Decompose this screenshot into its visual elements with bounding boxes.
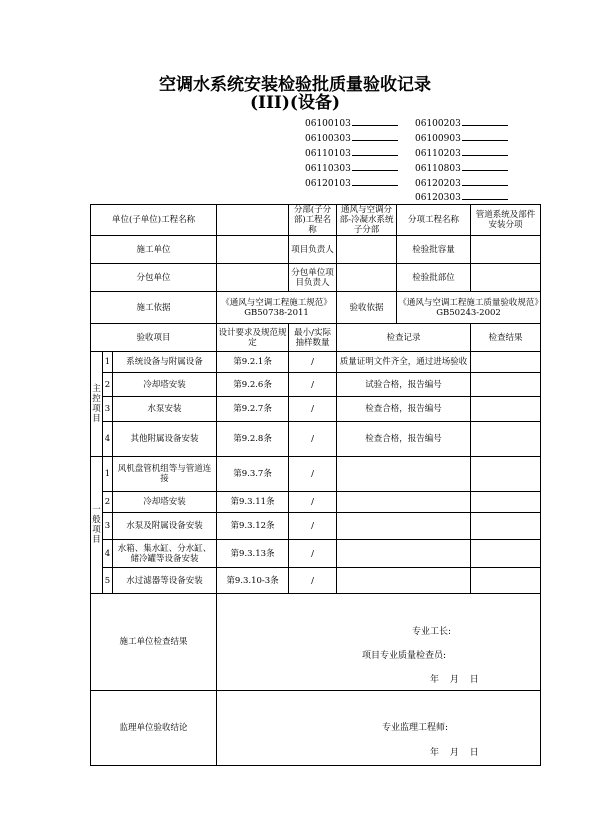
item-no: 2 [103,492,113,513]
header-row-project [91,205,541,236]
item-result[interactable] [471,352,541,373]
col-result: 检查结果 [471,324,541,352]
item-name: 水过滤器等设备安装 [113,568,217,594]
code-right-1: 06100203 [415,116,508,130]
item-result[interactable] [471,457,541,492]
code-left-3: 06110103 [305,146,398,160]
table-row [91,568,541,594]
subcontract-unit-value[interactable] [217,264,289,292]
item-spec: 第9.3.13条 [217,540,289,568]
item-no: 2 [103,373,113,397]
table-row [91,457,541,492]
item-record [337,457,471,492]
item-record: 检查合格，报告编号 [337,397,471,422]
item-spec: 第9.3.10-3条 [217,568,289,594]
item-spec: 第9.3.7条 [217,457,289,492]
subcontract-manager-label: 分包单位项目负责人 [289,264,337,292]
item-spec: 第9.2.8条 [217,422,289,457]
item-no: 1 [103,352,113,373]
item-sample: / [289,352,337,373]
item-name: 水泵及附属设备安装 [113,513,217,540]
construction-date-label: 年 月 日 [430,675,479,685]
item-name: 风机盘管机组等与管道连接 [113,457,217,492]
item-spec: 第9.2.6条 [217,373,289,397]
item-sample: / [289,540,337,568]
header-row-subcontract [91,264,541,292]
quality-inspector-label: 项目专业质量检查员: [362,651,447,661]
item-sample: / [289,568,337,594]
table-row [91,492,541,513]
acceptance-basis-value: 《通风与空调工程施工质量验收规范》GB50243-2002 [397,292,541,324]
item-name: 水泵安装 [113,397,217,422]
code-left-1: 06100103 [305,116,398,130]
subcontract-manager-value[interactable] [337,264,397,292]
item-record: 试验合格，报告编号 [337,373,471,397]
page-subtitle: (III)(设备) [249,93,341,113]
item-sample: / [289,457,337,492]
code-right-2: 06100903 [415,131,508,145]
code-right-6: 06120303 [415,190,508,204]
code-right-4: 06110803 [415,161,508,175]
item-record: 质量证明文件齐全，通过进场验收 [337,352,471,373]
item-name: 冷却塔安装 [113,492,217,513]
col-design: 设计要求及规范规定 [217,324,289,352]
item-sample: / [289,397,337,422]
item-spec: 第9.3.11条 [217,492,289,513]
construction-basis-label: 施工依据 [91,292,217,324]
supervisor-signature-label: 专业监理工程师: [382,723,449,733]
subitem-label: 分项工程名称 [397,205,471,236]
subitem-value: 管道系统及部件安装分项 [471,205,541,236]
item-no: 5 [103,568,113,594]
table-row [91,352,541,373]
header-row-construction [91,236,541,264]
item-result[interactable] [471,397,541,422]
item-no: 3 [103,397,113,422]
supervision-date-label: 年 月 日 [430,748,479,758]
item-sample: / [289,373,337,397]
foreman-signature-label: 专业工长: [412,627,452,637]
code-left-5: 06120103 [305,176,398,190]
supervision-check-label: 监理单位验收结论 [91,691,217,766]
item-no: 4 [103,540,113,568]
item-record [337,492,471,513]
table-row [91,397,541,422]
table-row [91,513,541,540]
item-name: 系统设备与附属设备 [113,352,217,373]
column-header-row [91,324,541,352]
item-result[interactable] [471,422,541,457]
item-name: 冷却塔安装 [113,373,217,397]
header-row-basis [91,292,541,324]
col-sample: 最小/实际抽样数量 [289,324,337,352]
general-group-label: 一 般 项 目 [91,457,103,594]
subdept-label: 分部(子分部)工程名称 [289,205,337,236]
code-right-5: 06120203 [415,176,508,190]
item-record [337,513,471,540]
supervision-check-area[interactable] [217,691,541,766]
item-record [337,568,471,594]
item-no: 1 [103,457,113,492]
item-spec: 第9.3.12条 [217,513,289,540]
batch-capacity-value[interactable] [471,236,541,264]
code-right-3: 06110203 [415,146,508,160]
item-record: 检查合格，报告编号 [337,422,471,457]
page-title: 空调水系统安装检验批质量验收记录 [159,75,431,95]
item-sample: / [289,513,337,540]
col-record: 检查记录 [337,324,471,352]
item-spec: 第9.2.7条 [217,397,289,422]
item-sample: / [289,422,337,457]
construction-unit-value[interactable] [217,236,289,264]
item-spec: 第9.2.1条 [217,352,289,373]
item-result[interactable] [471,568,541,594]
construction-unit-label: 施工单位 [91,236,217,264]
code-left-4: 06110303 [305,161,398,175]
construction-basis-value: 《通风与空调工程施工规范》GB50738-2011 [217,292,337,324]
construction-check-area[interactable] [217,594,541,691]
project-manager-value[interactable] [337,236,397,264]
unit-name-value[interactable] [217,205,289,236]
col-item: 验收项目 [91,324,217,352]
item-result[interactable] [471,373,541,397]
batch-part-label: 检验批部位 [397,264,471,292]
item-record [337,540,471,568]
item-result[interactable] [471,540,541,568]
table-row [91,373,541,397]
construction-check-label: 施工单位检查结果 [91,594,217,691]
item-name: 其他附属设备安装 [113,422,217,457]
item-no: 3 [103,513,113,540]
table-row [91,422,541,457]
subdept-value: 通风与空调分部-冷凝水系统子分部 [337,205,397,236]
item-sample: / [289,492,337,513]
subcontract-unit-label: 分包单位 [91,264,217,292]
code-left-2: 06100303 [305,131,398,145]
project-manager-label: 项目负责人 [289,236,337,264]
table-row [91,540,541,568]
batch-capacity-label: 检验批容量 [397,236,471,264]
item-result[interactable] [471,513,541,540]
item-name: 水箱、集水缸、分水缸、储冷罐等设备安装 [113,540,217,568]
item-result[interactable] [471,492,541,513]
main-group-label: 主 控 项 目 [91,352,103,457]
item-no: 4 [103,422,113,457]
acceptance-basis-label: 验收依据 [337,292,397,324]
unit-name-label: 单位(子单位)工程名称 [91,205,217,236]
batch-part-value[interactable] [471,264,541,292]
